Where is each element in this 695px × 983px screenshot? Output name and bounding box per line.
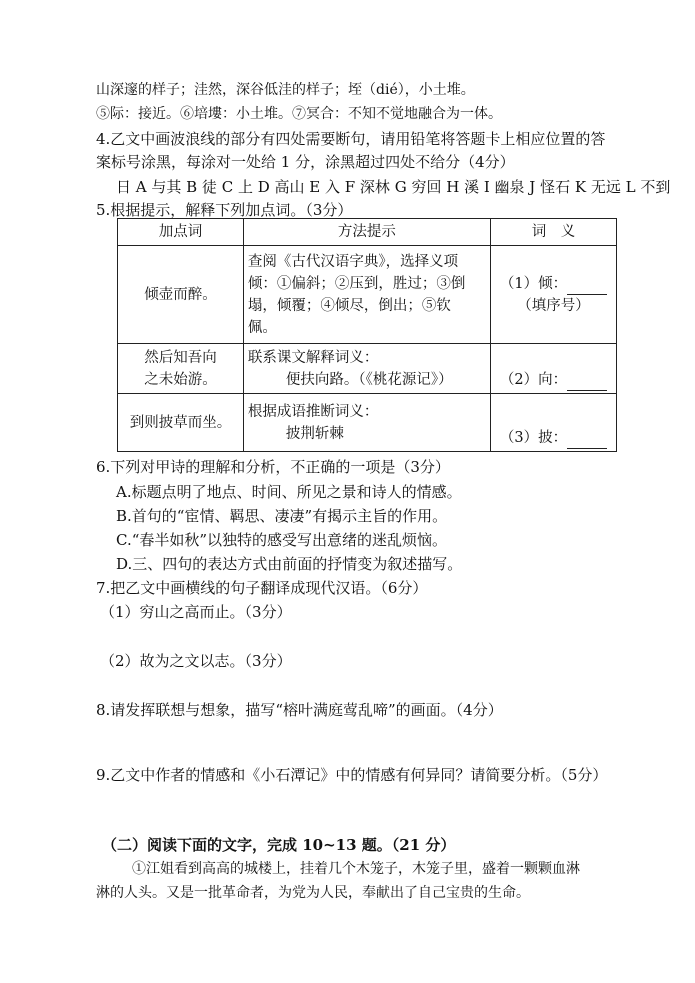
q9: 9.乙文中作者的情感和《小石潭记》中的情感有何异同？请简要分析。（5分） [96, 766, 608, 784]
row2-answer-label: （2）向： [499, 372, 568, 388]
q8: 8.请发挥联想与想象，描写“榕叶满庭莺乱啼”的画面。（4分） [96, 701, 503, 719]
row1-answer-note: （填序号） [517, 297, 590, 314]
row1-hint-line: 佩。 [247, 319, 277, 336]
q6-option-d: D.三、四句的表达方式由前面的抒情变为叙述描写。 [116, 555, 463, 573]
row3-hint [243, 394, 490, 452]
table-row [118, 246, 617, 344]
q6-option-c: C.“春半如秋”以独特的感受写出意绪的迷乱烦恼。 [116, 531, 448, 549]
q4-line-2: 案标号涂黑，每涂对一处给 1 分，涂黑超过四处不给分（4分） [96, 153, 515, 171]
row1-hint-line: 倾：①偏斜；②压到，胜过；③倒 [247, 275, 466, 292]
answer-blank[interactable] [567, 294, 607, 295]
row2-word-b: 之未始游。 [144, 371, 217, 388]
row2-word [118, 344, 244, 394]
note-line-2: ⑤际：接近。⑥培塿：小土堆。⑦冥合：不知不觉地融合为一体。 [96, 106, 502, 122]
table-row [118, 344, 617, 394]
q5-title: 5.根据提示，解释下列加点词。（3分） [96, 201, 353, 219]
hint-table [117, 218, 617, 452]
q4-options: 日 A 与其 B 徒 C 上 D 高山 E 入 F 深林 G 穷回 H 溪 I 幽泉 J 怪石 K 无远 L 不到 [116, 178, 671, 196]
row3-hint-line: 披荆斩棘 [285, 425, 344, 442]
row1-hint [243, 246, 490, 344]
answer-blank[interactable] [567, 448, 607, 449]
q6-title: 6.下列对甲诗的理解和分析，不正确的一项是（3分） [96, 458, 450, 476]
row1-word: 倾壶而醉。 [118, 246, 244, 344]
row3-answer-label: （3）披： [499, 430, 568, 446]
table-row [118, 394, 617, 452]
answer-blank[interactable] [567, 390, 607, 391]
q7-sub-1: （1）穷山之高而止。（3分） [100, 603, 292, 621]
row3-hint-line: 根据成语推断词义： [247, 403, 379, 420]
row2-answer [490, 344, 616, 394]
row2-hint-line: 便扶向路。（《桃花源记》） [285, 371, 453, 388]
row2-hint-line: 联系课文解释词义： [247, 349, 379, 366]
table-header-row [118, 219, 617, 246]
q6-option-b: B.首句的“宦情、羁思、凄凄”有揭示主旨的作用。 [116, 507, 448, 525]
row1-answer-label: （1）倾： [499, 275, 568, 292]
q7-title: 7.把乙文中画横线的句子翻译成现代汉语。（6分） [96, 579, 428, 597]
section-2-title: （二）阅读下面的文字，完成 10~13 题。（21 分） [102, 836, 456, 854]
q4-line-1: 4.乙文中画波浪线的部分有四处需要断句，请用铅笔将答题卡上相应位置的答 [96, 130, 606, 148]
q7-sub-2: （2）故为之文以志。（3分） [100, 652, 292, 670]
row1-answer [490, 246, 616, 344]
note-line-1: 山深邃的样子；洼然，深谷低洼的样子；垤（dié），小土堆。 [96, 82, 475, 98]
row3-word: 到则披草而坐。 [118, 394, 244, 452]
row3-answer [490, 394, 616, 452]
row1-hint-line: 查阅《古代汉语字典》，选择义项 [247, 253, 459, 270]
row1-hint-line: 塌，倾覆；④倾尽，倒出；⑤钦 [247, 297, 451, 314]
header-word: 加点词 [118, 219, 244, 246]
row2-word-a: 然后知吾向 [144, 349, 217, 366]
header-meaning: 词 义 [490, 219, 616, 246]
q6-option-a: A.标题点明了地点、时间、所见之景和诗人的情感。 [116, 483, 462, 501]
header-method: 方法提示 [243, 219, 490, 246]
section-2-para-line-1: ①江姐看到高高的城楼上，挂着几个木笼子，木笼子里，盛着一颗颗血淋 [132, 861, 580, 877]
section-2-para-line-2: 淋的人头。又是一批革命者，为党为人民，奉献出了自己宝贵的生命。 [96, 885, 530, 901]
row2-hint [243, 344, 490, 394]
